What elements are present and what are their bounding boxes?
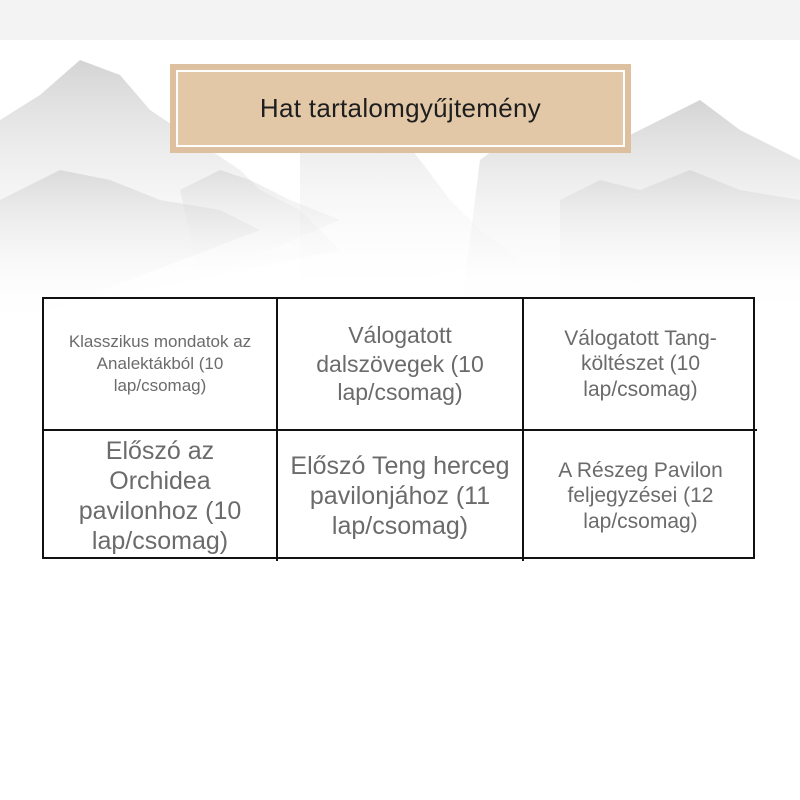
collection-item: Előszó Teng herceg pavilonjához (11 lap/csomag)	[278, 431, 524, 561]
page-title: Hat tartalomgyűjtemény	[259, 93, 542, 123]
collection-item: Klasszikus mondatok az Analektákból (10 lap/csomag)	[44, 299, 278, 431]
title-banner	[170, 64, 631, 153]
collection-item: Előszó az Orchidea pavilonhoz (10 lap/csomag)	[44, 431, 278, 561]
collection-table	[42, 297, 755, 559]
collection-item: A Részeg Pavilon feljegyzései (12 lap/csomag)	[558, 459, 723, 533]
collection-item: Válogatott dalszövegek (10 lap/csomag)	[278, 299, 524, 431]
title-inner-frame	[176, 70, 625, 147]
collection-item: Válogatott Tang-költészet (10 lap/csomag)	[524, 299, 757, 431]
